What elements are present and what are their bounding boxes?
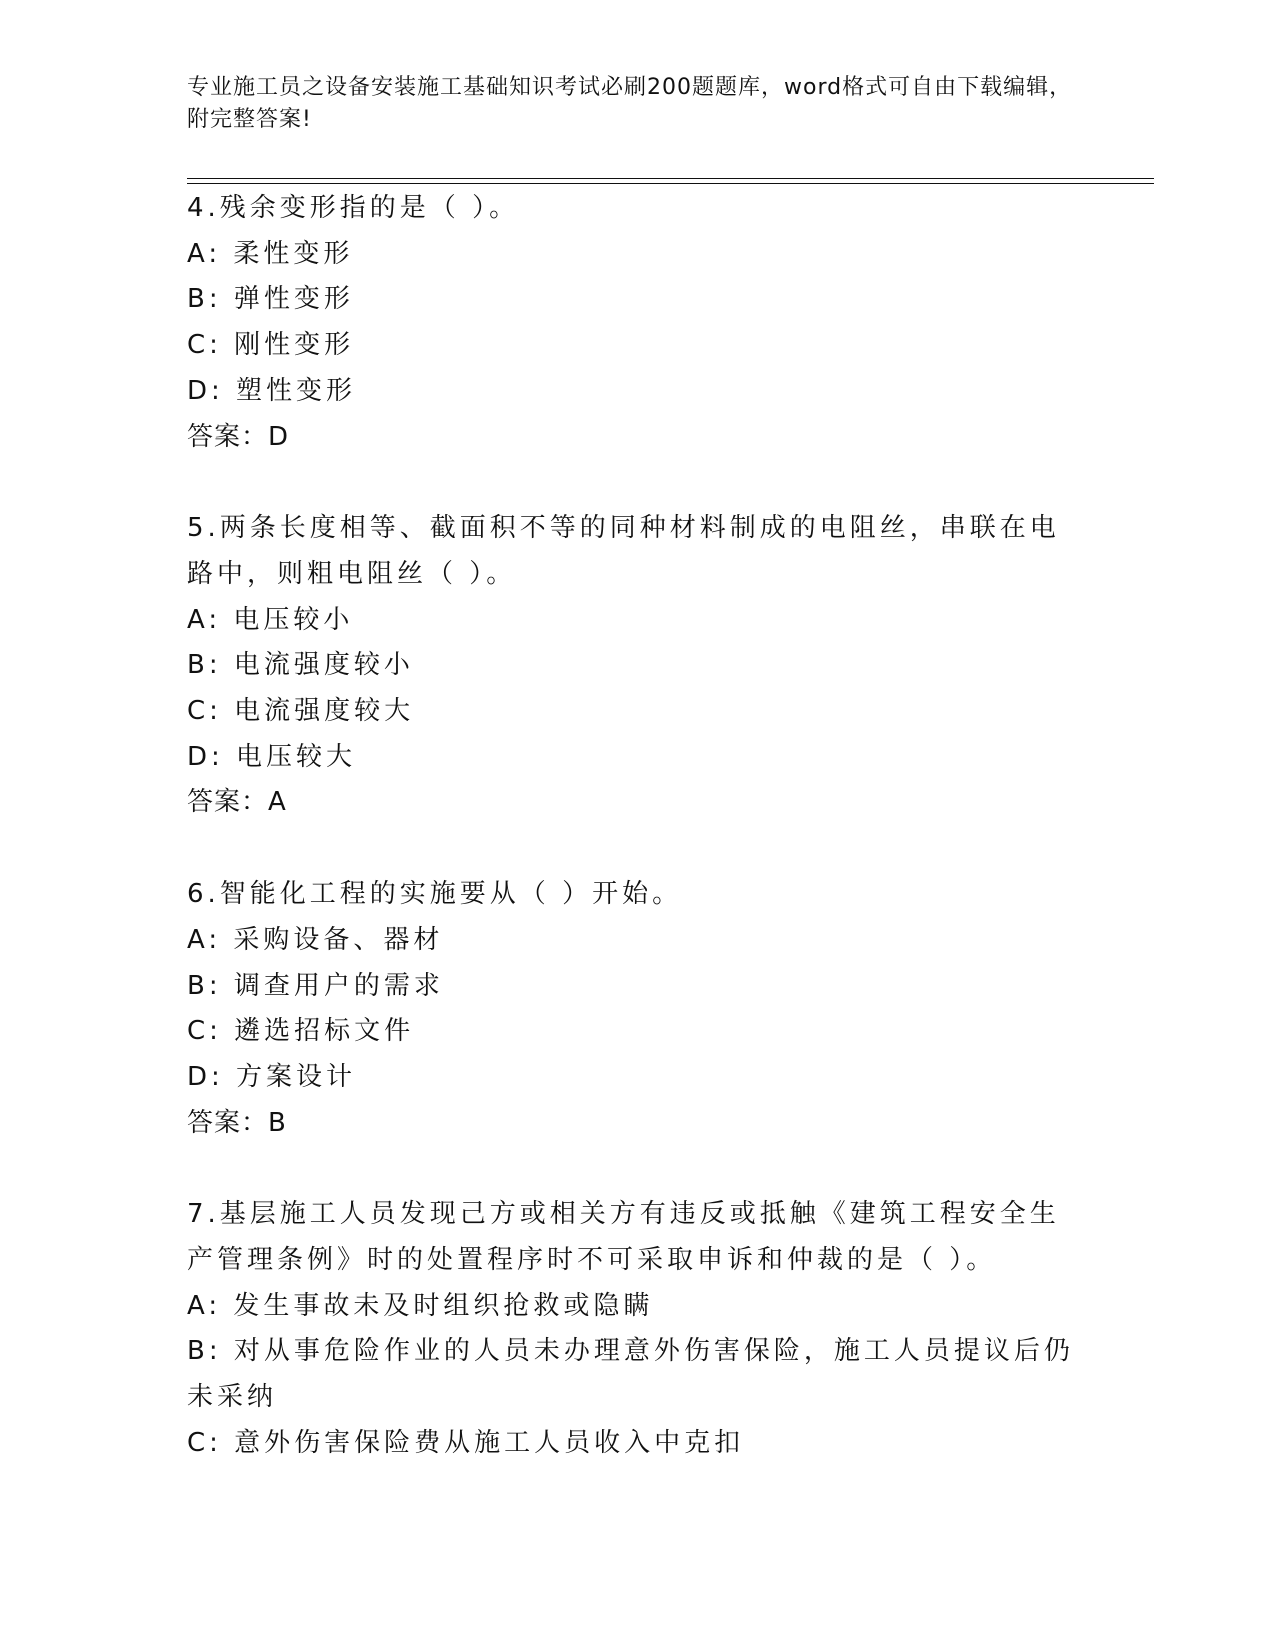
option-b: B: 调查用户的需求 bbox=[187, 970, 444, 1001]
question-list bbox=[187, 186, 1087, 1513]
option-d: D: 电压较大 bbox=[187, 741, 357, 772]
question-stem: 4.残余变形指的是（ ）。 bbox=[187, 193, 520, 223]
question-5 bbox=[187, 506, 1087, 826]
option-a: A: 柔性变形 bbox=[187, 238, 354, 269]
question-stem: 5.两条长度相等、截面积不等的同种材料制成的电阻丝，串联在电路中，则粗电阻丝（ ）。 bbox=[187, 513, 1060, 589]
question-7 bbox=[187, 1192, 1087, 1466]
option-c: C: 电流强度较大 bbox=[187, 696, 415, 727]
option-b: B: 对从事危险作业的人员未办理意外伤害保险，施工人员提议后仍未采纳 bbox=[187, 1336, 1074, 1413]
answer-line: 答案：D bbox=[187, 421, 290, 452]
question-6 bbox=[187, 872, 1087, 1146]
option-c: C: 遴选招标文件 bbox=[187, 1016, 415, 1047]
option-c: C: 刚性变形 bbox=[187, 330, 355, 361]
question-4 bbox=[187, 186, 1087, 460]
option-d: D: 方案设计 bbox=[187, 1061, 357, 1092]
option-b: B: 弹性变形 bbox=[187, 284, 354, 315]
option-b: B: 电流强度较小 bbox=[187, 650, 414, 681]
option-c: C: 意外伤害保险费从施工人员收入中克扣 bbox=[187, 1427, 745, 1458]
option-a: A: 发生事故未及时组织抢救或隐瞒 bbox=[187, 1290, 654, 1321]
option-a: A: 采购设备、器材 bbox=[187, 924, 444, 955]
header-rule-top bbox=[187, 178, 1154, 179]
answer-line: 答案：B bbox=[187, 1107, 287, 1138]
option-d: D: 塑性变形 bbox=[187, 375, 357, 406]
question-stem: 6.智能化工程的实施要从（ ）开始。 bbox=[187, 879, 683, 910]
header-rule-bottom bbox=[187, 183, 1154, 184]
question-stem: 7.基层施工人员发现己方或相关方有违反或抵触《建筑工程安全生产管理条例》时的处置程序时不可采取申诉和仲裁的是（ ）。 bbox=[187, 1199, 1060, 1276]
document-header: 专业施工员之设备安装施工基础知识考试必刷200题题库，word格式可自由下载编辑，附完整答案! bbox=[187, 75, 1073, 132]
answer-line: 答案：A bbox=[187, 787, 287, 818]
option-a: A: 电压较小 bbox=[187, 604, 354, 635]
